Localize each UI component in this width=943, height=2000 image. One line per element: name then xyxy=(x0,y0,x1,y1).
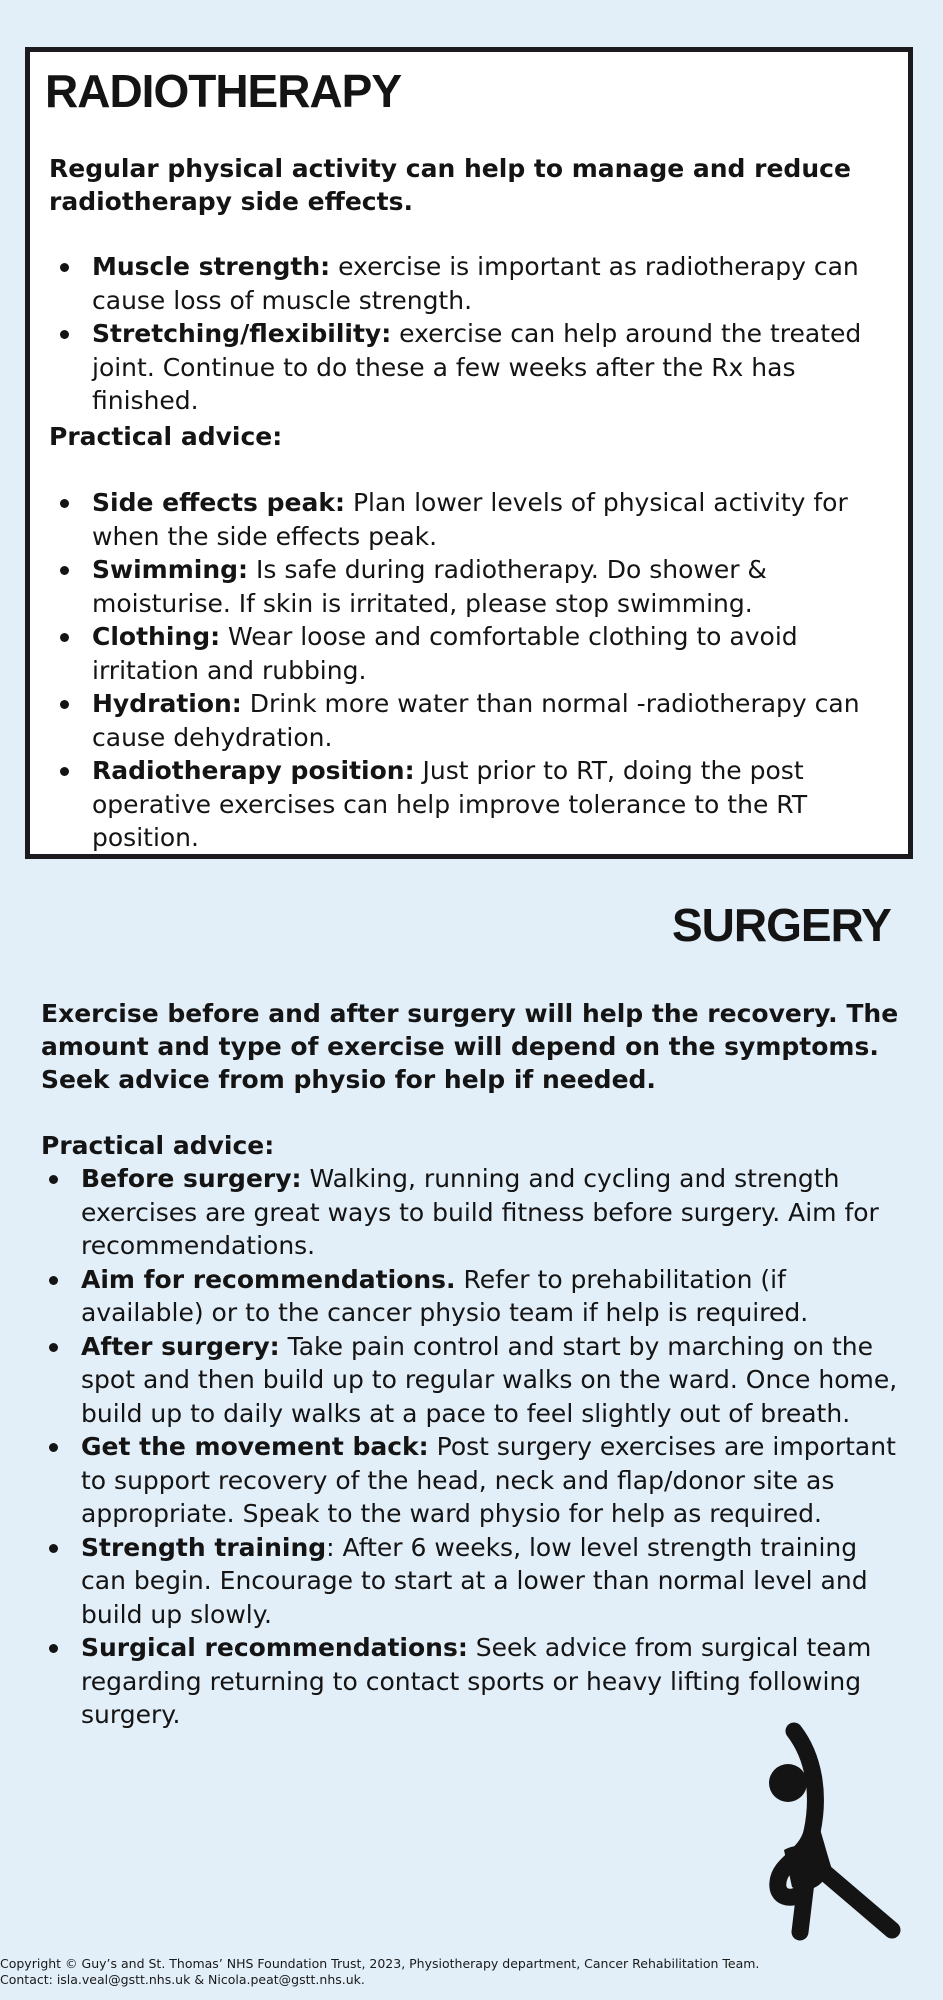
radiotherapy-panel xyxy=(25,47,913,859)
copyright-text: Copyright © Guy’s and St. Thomas’ NHS Foundation Trust, 2023, Physiotherapy department, Cancer Rehabilitation Team. xyxy=(0,1956,760,1971)
bullet-icon xyxy=(60,767,69,776)
list-item: Stretching/flexibility: exercise can help around the treated joint. Continue to do these a few weeks after the Rx has finished. xyxy=(49,317,899,418)
contact-text: Contact: isla.veal@gstt.nhs.uk & Nicola.peat@gstt.nhs.uk. xyxy=(0,1972,365,1987)
list-item: Surgical recommendations: Seek advice from surgical team regarding returning to contact sports or heavy lifting following surgery. xyxy=(38,1631,908,1732)
radiotherapy-title: RADIOTHERAPY xyxy=(45,65,402,117)
list-item: Side effects peak: Plan lower levels of physical activity for when the side effects peak. xyxy=(49,486,899,553)
bullet-icon xyxy=(60,263,69,272)
list-item: Strength training: After 6 weeks, low level strength training can begin. Encourage to start at a lower than normal level and build up slowly. xyxy=(38,1531,908,1632)
list-item: Radiotherapy position: Just prior to RT, doing the post operative exercises can help improve tolerance to the RT position. xyxy=(49,754,899,855)
bullet-icon xyxy=(49,1443,58,1452)
footer xyxy=(0,1956,943,1988)
list-item: Get the movement back: Post surgery exercises are important to support recovery of the head, neck and flap/donor site as appropriate. Speak to the ward physio for help as required. xyxy=(38,1430,908,1531)
bullet-icon xyxy=(60,330,69,339)
surgery-advice-list xyxy=(38,1162,908,1732)
surgery-intro: Exercise before and after surgery will help the recovery. The amount and type of exercise will depend on the symptoms. Seek advice from physio for help if needed. xyxy=(41,999,899,1094)
radiotherapy-intro: Regular physical activity can help to manage and reduce radiotherapy side effects. xyxy=(49,154,851,216)
bullet-icon xyxy=(60,633,69,642)
surgery-advice-heading: Practical advice: xyxy=(41,1131,275,1160)
list-item: Hydration: Drink more water than normal -radiotherapy can cause dehydration. xyxy=(49,687,899,754)
bullet-icon xyxy=(49,1276,58,1285)
surgery-title: SURGERY xyxy=(672,899,891,951)
radiotherapy-advice-list xyxy=(49,486,899,855)
bullet-icon xyxy=(60,499,69,508)
bullet-icon xyxy=(49,1644,58,1653)
list-item: Muscle strength: exercise is important as radiotherapy can cause loss of muscle strength. xyxy=(49,250,899,317)
radiotherapy-benefits-list xyxy=(49,250,899,418)
list-item: Clothing: Wear loose and comfortable clothing to avoid irritation and rubbing. xyxy=(49,620,899,687)
list-item: Swimming: Is safe during radiotherapy. Do shower & moisturise. If skin is irritated, please stop swimming. xyxy=(49,553,899,620)
bullet-icon xyxy=(49,1343,58,1352)
list-item: After surgery: Take pain control and start by marching on the spot and then build up to regular walks on the ward. Once home, build up to daily walks at a pace to feel slightly out of breath. xyxy=(38,1330,908,1431)
list-item: Aim for recommendations. Refer to prehabilitation (if available) or to the cancer physio team if help is required. xyxy=(38,1263,908,1330)
bullet-icon xyxy=(49,1544,58,1553)
bullet-icon xyxy=(49,1175,58,1184)
radiotherapy-advice-heading: Practical advice: xyxy=(49,422,283,451)
list-item: Before surgery: Walking, running and cycling and strength exercises are great ways to build fitness before surgery. Aim for recommendations. xyxy=(38,1162,908,1263)
bullet-icon xyxy=(60,700,69,709)
bullet-icon xyxy=(60,566,69,575)
stretching-person-icon xyxy=(762,1722,912,1942)
